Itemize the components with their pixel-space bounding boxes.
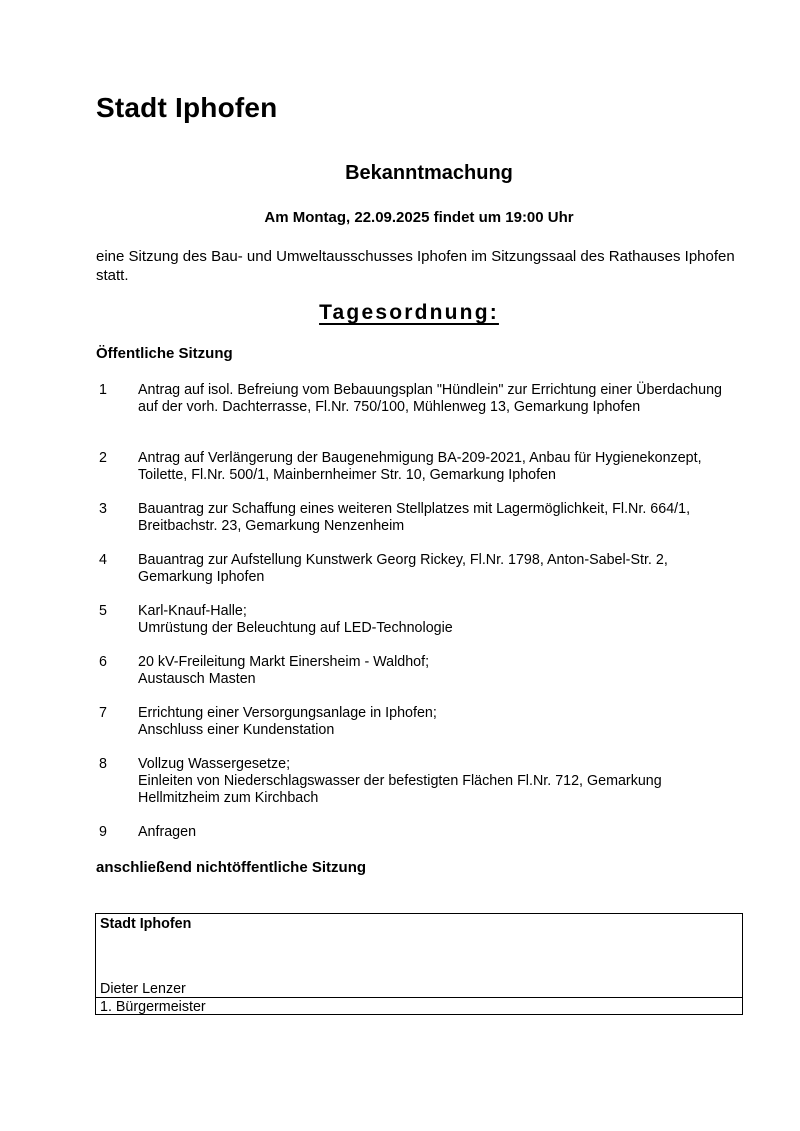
- nonpublic-session-label: anschließend nichtöffentliche Sitzung: [96, 859, 367, 876]
- agenda-title: Tagesordnung:: [319, 301, 499, 324]
- agenda-item-text: Errichtung einer Versorgungsanlage in Iphofen; Anschluss einer Kundenstation: [138, 705, 437, 738]
- public-session-label: Öffentliche Sitzung: [96, 345, 233, 362]
- signature-role: 1. Bürgermeister: [100, 999, 206, 1015]
- agenda-item-number: 3: [99, 501, 107, 517]
- agenda-item-text: Anfragen: [138, 824, 197, 840]
- agenda-item-text: Antrag auf Verlängerung der Baugenehmigung BA-209-2021, Anbau für Hygienekonzept, Toilette, Fl.Nr. 500/1, Mainbernheimer Str. 10, Gemarkung Iphofen: [138, 450, 702, 483]
- meeting-date-line: Am Montag, 22.09.2025 findet um 19:00 Uhr: [264, 209, 574, 226]
- agenda-item-number: 9: [99, 824, 107, 840]
- agenda-item-number: 6: [99, 654, 107, 670]
- agenda-item-number: 8: [99, 756, 107, 772]
- agenda-item-number: 2: [99, 450, 107, 466]
- agenda-item-number: 4: [99, 552, 107, 568]
- agenda-item-text: 20 kV-Freileitung Markt Einersheim - Waldhof; Austausch Masten: [138, 654, 430, 687]
- city-title: Stadt Iphofen: [96, 92, 278, 123]
- agenda-item-text: Karl-Knauf-Halle; Umrüstung der Beleuchtung auf LED-Technologie: [138, 603, 453, 636]
- intro-paragraph: eine Sitzung des Bau- und Umweltausschusses Iphofen im Sitzungssaal des Rathauses Iphofen statt.: [96, 248, 735, 284]
- agenda-item-number: 7: [99, 705, 107, 721]
- agenda-item-number: 5: [99, 603, 107, 619]
- agenda-item-text: Bauantrag zur Schaffung eines weiteren Stellplatzes mit Lagermöglichkeit, Fl.Nr. 664/1, Breitbachstr. 23, Gemarkung Nenzenheim: [138, 501, 691, 534]
- agenda-item-text: Bauantrag zur Aufstellung Kunstwerk Georg Rickey, Fl.Nr. 1798, Anton-Sabel-Str. 2, Gemarkung Iphofen: [138, 552, 668, 585]
- agenda-item-number: 1: [99, 382, 107, 398]
- signature-name: Dieter Lenzer: [100, 981, 186, 997]
- signature-divider: [96, 997, 742, 998]
- signature-city: Stadt Iphofen: [100, 916, 192, 932]
- signature-block: [95, 913, 743, 1015]
- document-heading: Bekanntmachung: [345, 162, 513, 184]
- agenda-item-text: Vollzug Wassergesetze; Einleiten von Niederschlagswasser der befestigten Flächen Fl.Nr. 712, Gemarkung Hellmitzheim zum Kirchbach: [138, 756, 662, 806]
- agenda-item-text: Antrag auf isol. Befreiung vom Bebauungsplan "Hündlein" zur Errichtung einer Überdachung auf der vorh. Dachterrasse, Fl.Nr. 750/100, Mühlenweg 13, Gemarkung Iphofen: [138, 382, 722, 415]
